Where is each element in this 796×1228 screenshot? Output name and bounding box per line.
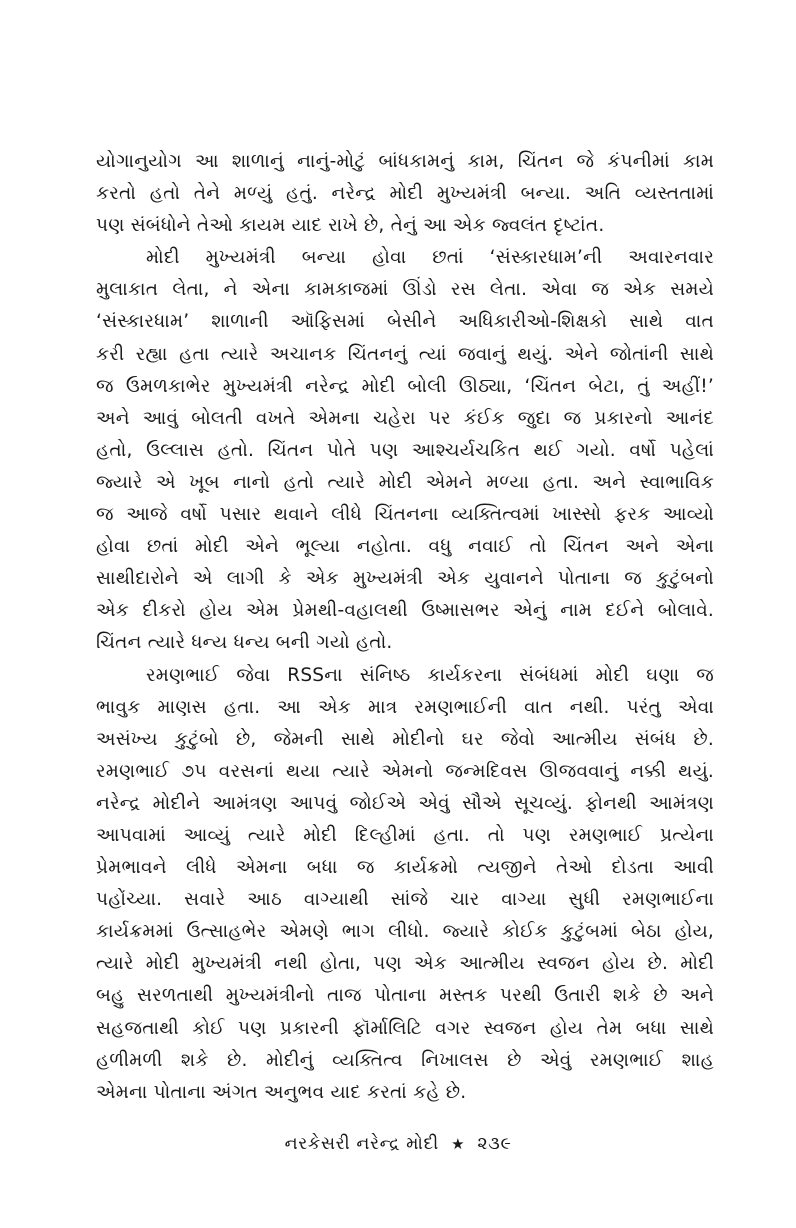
page-number: ૨૩૯ [477,1134,512,1154]
text-line: કાર્યક્રમમાં ઉત્સાહભેર એમણે ભાગ લીધો. જ્યારે કોઈક કુટુંબમાં બેઠા હોય, [96,921,714,943]
text-line: સહજતાથી કોઈ પણ પ્રકારની ફૉર્માલિટિ વગર સ્વજન હોય તેમ બધા સાથે [96,1017,714,1039]
text-line: બહુ સરળતાથી મુખ્યમંત્રીનો તાજ પોતાના મસ્તક પરથી ઉતારી શકે છે અને [96,985,714,1007]
star-icon: ★ [451,1135,466,1153]
body-text [96,146,714,1109]
text-line: એમના પોતાના અંગત અનુભવ યાદ કરતાં કહે છે. [96,1081,467,1103]
text-line: મુલાકાત લેતા, ને એના કામકાજમાં ઊંડો રસ લેતા. એવા જ એક સમયે [96,279,714,301]
text-line: આપવામાં આવ્યું ત્યારે મોદી દિલ્હીમાં હતા. તો પણ રમણભાઈ પ્રત્યેના [96,824,714,846]
text-line: ભાવુક માણસ હતા. આ એક માત્ર રમણભાઈની વાત નથી. પરંતુ એવા [96,696,714,718]
text-line: અસંખ્ય કુટુંબો છે, જેમની સાથે મોદીનો ઘર જેવો આત્મીય સંબંધ છે. [96,728,714,750]
text-line: ચિંતન ત્યારે ધન્ય ધન્ય બની ગયો હતો. [96,632,393,654]
text-line: હોવા છતાં મોદી એને ભૂલ્યા નહોતા. વધુ નવાઈ તો ચિંતન અને એના [96,536,714,558]
text-line: જ ઉમળકાભેર મુખ્યમંત્રી નરેન્દ્ર મોદી બોલી ઊઠ્યા, ‘ચિંતન બેટા, તું અહીં!’ [96,375,714,397]
text-line: ત્યારે મોદી મુખ્યમંત્રી નથી હોતા, પણ એક આત્મીય સ્વજન હોય છે. મોદી [96,953,714,975]
text-line: યોગાનુયોગ આ શાળાનું નાનું-મોટું બાંધકામનું કામ, ચિંતન જે કંપનીમાં કામ [96,151,714,172]
text-line: એક દીકરો હોય એમ પ્રેમથી-વહાલથી ઉષ્માસભર એનું નામ દઈને બોલાવે. [96,600,714,622]
text-line: કરી રહ્યા હતા ત્યારે અચાનક ચિંતનનું ત્યાં જવાનું થયું. એને જોતાંની સાથે [96,343,714,365]
text-line: રમણભાઈ ૭૫ વરસનાં થયા ત્યારે એમનો જન્મદિવસ ઊજવવાનું નક્કી થયું. [96,760,714,782]
text-line: સાથીદારોને એ લાગી કે એક મુખ્યમંત્રી એક યુવાનને પોતાના જ કુટુંબનો [96,568,714,590]
text-line: હળીમળી શકે છે. મોદીનું વ્યક્તિત્વ નિખાલસ છે એવું રમણભાઈ શાહ [96,1049,714,1071]
text-line: મોદી મુખ્યમંત્રી બન્યા હોવા છતાં ‘સંસ્કારધામ’ની અવારનવાર [146,247,714,269]
text-line: પ્રેમભાવને લીધે એમના બધા જ કાર્યક્રમો ત્યજીને તેઓ દોડતા આવી [96,857,714,879]
text-line: પણ સંબંધોને તેઓ કાયમ યાદ રાખે છે, તેનું આ એક જ્વલંત દૃષ્ટાંત. [96,215,605,237]
text-line: પહોંચ્યા. સવારે આઠ વાગ્યાથી સાંજે ચાર વાગ્યા સુધી રમણભાઈના [96,889,714,911]
text-line: જ્યારે એ ખૂબ નાનો હતો ત્યારે મોદી એમને મળ્યા હતા. અને સ્વાભાવિક [96,471,714,493]
text-line: રમણભાઈ જેવા RSSના સંનિષ્ઠ કાર્યકરના સંબંધમાં મોદી ઘણા જ [146,664,714,686]
running-title: નરકેસરી નરેન્દ્ર મોદી [284,1134,439,1154]
page-footer [0,1134,796,1154]
text-line: ‘સંસ્કારધામ’ શાળાની ઑફિસમાં બેસીને અધિકારીઓ-શિક્ષકો સાથે વાત [96,311,714,333]
text-line: જ આજે વર્ષો પસાર થવાને લીધે ચિંતનના વ્યક્તિત્વમાં ખાસ્સો ફરક આવ્યો [96,504,714,526]
text-line: હતો, ઉલ્લાસ હતો. ચિંતન પોતે પણ આશ્ચર્યચકિત થઈ ગયો. વર્ષો પહેલાં [96,439,714,461]
text-line: નરેન્દ્ર મોદીને આમંત્રણ આપવું જોઈએ એવું સૌએ સૂચવ્યું. ફોનથી આમંત્રણ [96,792,714,814]
text-line: કરતો હતો તેને મળ્યું હતું. નરેન્દ્ર મોદી મુખ્યમંત્રી બન્યા. અતિ વ્યસ્તતામાં [96,183,714,205]
text-line: અને આવું બોલતી વખતે એમના ચહેરા પર કંઈક જુદા જ પ્રકારનો આનંદ [96,407,714,429]
